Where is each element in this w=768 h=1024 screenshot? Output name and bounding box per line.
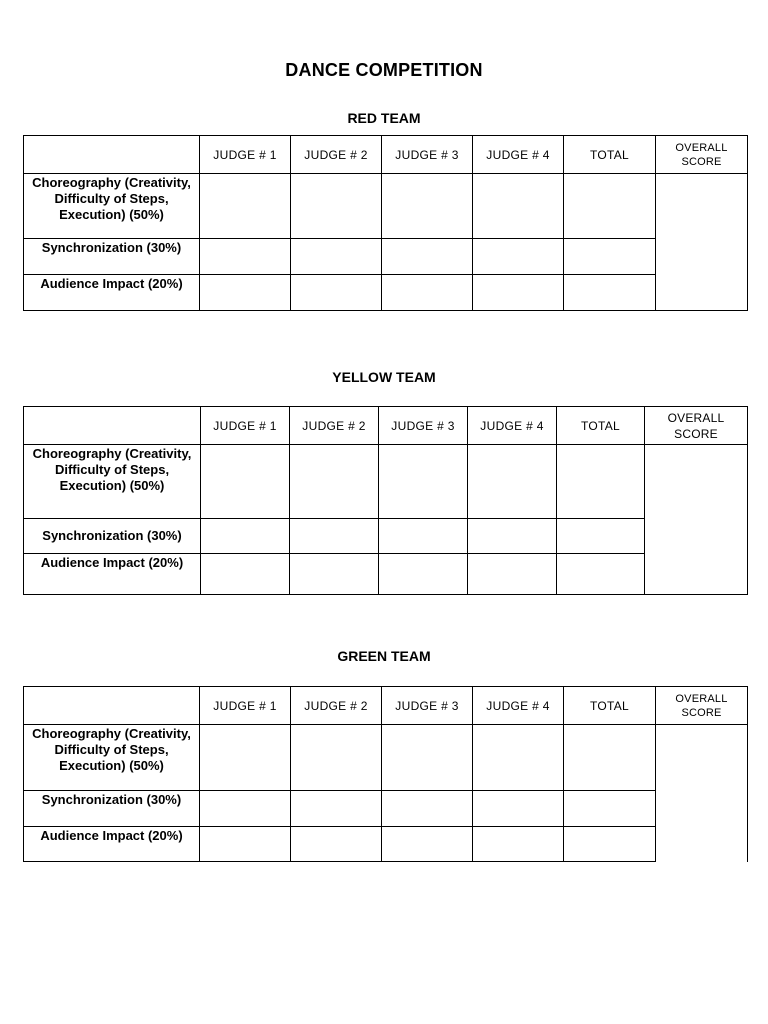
score-cell[interactable]	[379, 554, 468, 595]
criteria-label: Audience Impact (20%)	[24, 827, 200, 862]
total-cell[interactable]	[557, 554, 645, 595]
criteria-label: Audience Impact (20%)	[24, 275, 200, 311]
total-cell[interactable]	[564, 174, 656, 239]
score-cell[interactable]	[200, 827, 291, 862]
overall-score-cell[interactable]	[656, 174, 748, 311]
header-row	[24, 687, 748, 725]
score-cell[interactable]	[379, 519, 468, 554]
score-cell[interactable]	[290, 554, 379, 595]
document-title: DANCE COMPETITION	[285, 60, 483, 80]
score-table-red	[23, 135, 748, 311]
criteria-row	[24, 445, 748, 519]
criteria-row	[24, 174, 748, 239]
total-cell[interactable]	[557, 519, 645, 554]
score-cell[interactable]	[200, 725, 291, 791]
overall-label-line2: SCORE	[681, 706, 722, 719]
total-cell[interactable]	[564, 791, 656, 827]
score-cell[interactable]	[382, 725, 473, 791]
header-judge-2: JUDGE # 2	[291, 136, 382, 174]
score-cell[interactable]	[291, 239, 382, 275]
total-cell[interactable]	[564, 827, 656, 862]
header-total: TOTAL	[564, 687, 656, 725]
score-cell[interactable]	[473, 239, 564, 275]
score-table-yellow	[23, 406, 748, 595]
total-cell[interactable]	[564, 275, 656, 311]
criteria-label: Synchronization (30%)	[24, 519, 201, 554]
corner-cell	[24, 136, 200, 174]
criteria-row	[24, 275, 748, 311]
score-cell[interactable]	[468, 445, 557, 519]
criteria-row	[24, 554, 748, 595]
score-cell[interactable]	[468, 519, 557, 554]
header-judge-1: JUDGE # 1	[201, 407, 290, 445]
overall-label-line2: SCORE	[674, 426, 718, 441]
team-title-yellow: YELLOW TEAM	[332, 369, 436, 385]
criteria-row	[24, 827, 748, 862]
criteria-label: Synchronization (30%)	[24, 791, 200, 827]
score-cell[interactable]	[382, 174, 473, 239]
score-cell[interactable]	[473, 275, 564, 311]
score-cell[interactable]	[200, 791, 291, 827]
score-table-green	[23, 686, 748, 862]
criteria-label: Synchronization (30%)	[24, 239, 200, 275]
criteria-row	[24, 239, 748, 275]
team-title-green: GREEN TEAM	[337, 648, 431, 664]
overall-label-line1: OVERALL	[675, 692, 728, 705]
criteria-label: Choreography (Creativity, Difficulty of Steps, Execution) (50%)	[24, 725, 200, 791]
header-overall-score	[656, 687, 748, 725]
overall-label-line1: OVERALL	[675, 141, 728, 154]
header-row	[24, 407, 748, 445]
score-cell[interactable]	[473, 791, 564, 827]
overall-score-cell[interactable]	[645, 445, 748, 595]
score-cell[interactable]	[473, 725, 564, 791]
score-cell[interactable]	[200, 174, 291, 239]
criteria-row	[24, 519, 748, 554]
score-cell[interactable]	[290, 445, 379, 519]
header-overall-score	[645, 407, 748, 445]
header-row	[24, 136, 748, 174]
total-cell[interactable]	[564, 725, 656, 791]
score-cell[interactable]	[382, 827, 473, 862]
header-judge-1: JUDGE # 1	[200, 687, 291, 725]
corner-cell	[24, 407, 201, 445]
score-cell[interactable]	[473, 827, 564, 862]
corner-cell	[24, 687, 200, 725]
score-cell[interactable]	[291, 827, 382, 862]
score-cell[interactable]	[291, 174, 382, 239]
header-judge-2: JUDGE # 2	[290, 407, 379, 445]
score-cell[interactable]	[382, 275, 473, 311]
header-total: TOTAL	[557, 407, 645, 445]
criteria-row	[24, 791, 748, 827]
score-cell[interactable]	[379, 445, 468, 519]
header-judge-4: JUDGE # 4	[468, 407, 557, 445]
header-judge-3: JUDGE # 3	[382, 687, 473, 725]
total-cell[interactable]	[557, 445, 645, 519]
header-judge-1: JUDGE # 1	[200, 136, 291, 174]
overall-score-cell[interactable]	[656, 725, 748, 862]
score-cell[interactable]	[473, 174, 564, 239]
criteria-label: Choreography (Creativity, Difficulty of Steps, Execution) (50%)	[24, 174, 200, 239]
score-cell[interactable]	[291, 791, 382, 827]
header-judge-4: JUDGE # 4	[473, 136, 564, 174]
score-cell[interactable]	[382, 239, 473, 275]
criteria-label: Audience Impact (20%)	[24, 554, 201, 595]
score-cell[interactable]	[291, 275, 382, 311]
header-judge-2: JUDGE # 2	[291, 687, 382, 725]
overall-label-line1: OVERALL	[667, 410, 725, 425]
score-cell[interactable]	[291, 725, 382, 791]
score-cell[interactable]	[290, 519, 379, 554]
score-cell[interactable]	[201, 445, 290, 519]
overall-label-line2: SCORE	[681, 155, 722, 168]
header-total: TOTAL	[564, 136, 656, 174]
header-judge-3: JUDGE # 3	[379, 407, 468, 445]
total-cell[interactable]	[564, 239, 656, 275]
header-judge-3: JUDGE # 3	[382, 136, 473, 174]
header-judge-4: JUDGE # 4	[473, 687, 564, 725]
score-cell[interactable]	[382, 791, 473, 827]
criteria-row	[24, 725, 748, 791]
header-overall-score	[656, 136, 748, 174]
score-cell[interactable]	[468, 554, 557, 595]
criteria-label: Choreography (Creativity, Difficulty of Steps, Execution) (50%)	[24, 445, 201, 519]
score-cell[interactable]	[200, 239, 291, 275]
score-cell[interactable]	[200, 275, 291, 311]
score-cell[interactable]	[201, 554, 290, 595]
team-title-red: RED TEAM	[347, 110, 421, 126]
score-cell[interactable]	[201, 519, 290, 554]
